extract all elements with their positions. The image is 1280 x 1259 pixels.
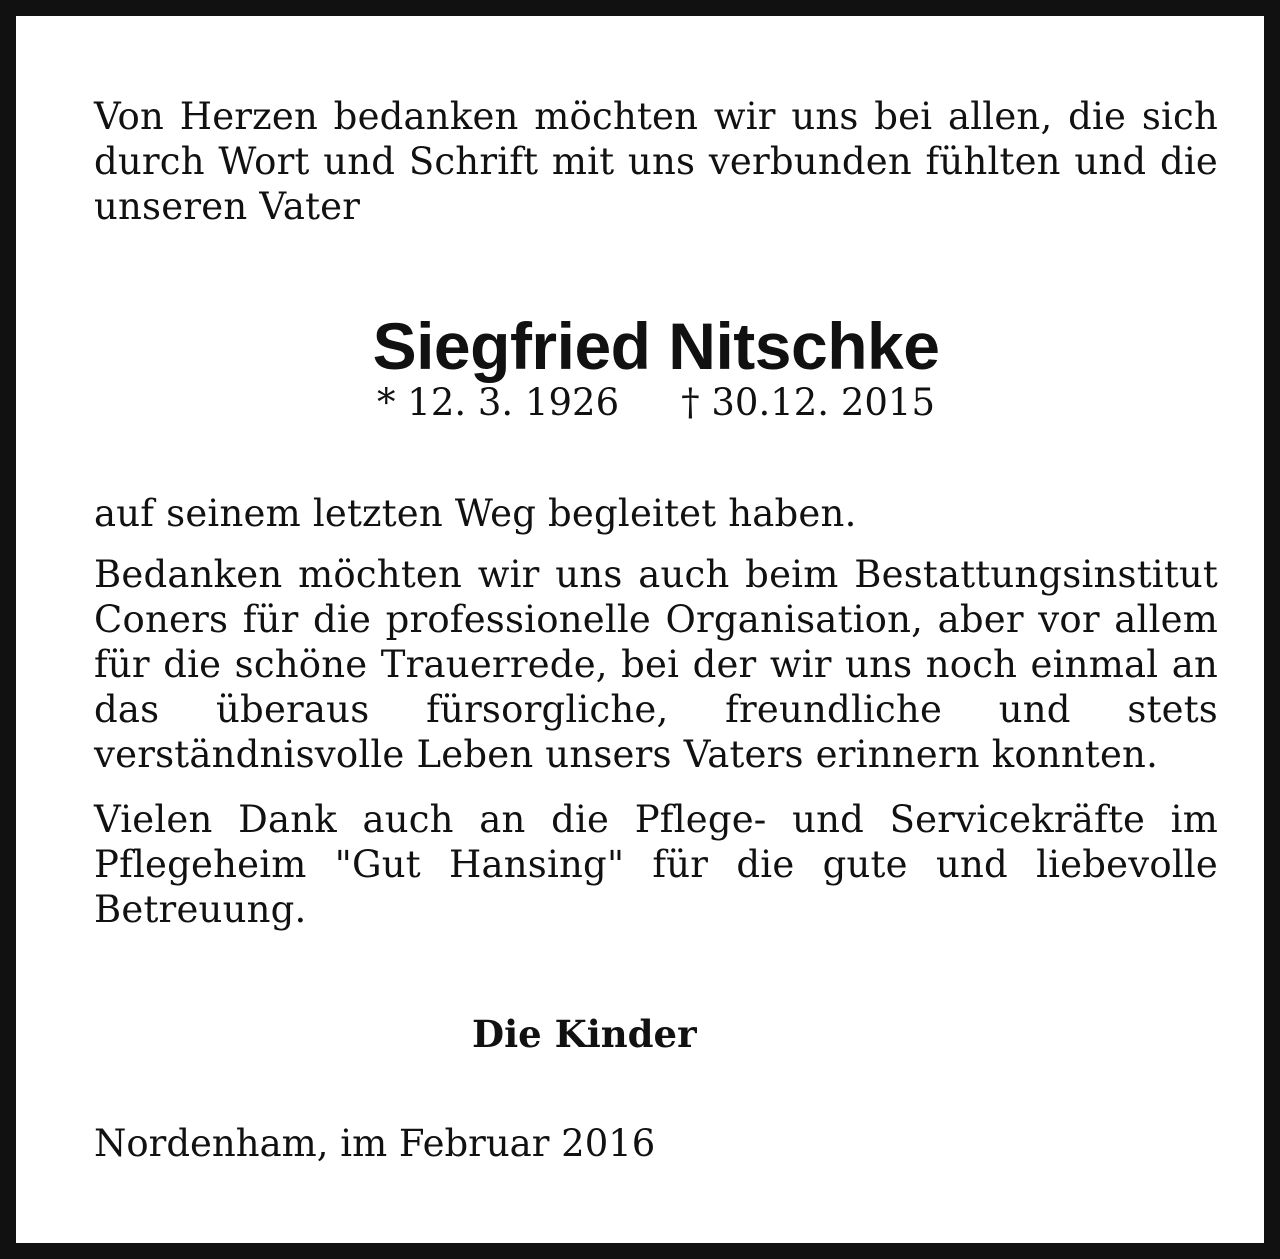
after-name-paragraph: auf seinem letzten Weg begleitet haben. <box>94 492 857 535</box>
deceased-name: Siegfried Nitschke <box>372 309 940 383</box>
notice-content <box>94 86 1218 1166</box>
signature: Die Kinder <box>472 1012 697 1056</box>
place-date: Nordenham, im Februar 2016 <box>94 1122 656 1165</box>
care-thanks-paragraph: Vielen Dank auch an die Pflege- und Servicekräfte im Pflegeheim "Gut Hansing" für die gute und liebevolle Betreuung. <box>94 798 1218 931</box>
birth-date: * 12. 3. 1926 <box>377 381 620 424</box>
death-date: † 30.12. 2015 <box>681 381 935 424</box>
life-dates <box>94 381 1218 425</box>
intro-paragraph: Von Herzen bedanken möchten wir uns bei allen, die sich durch Wort und Schrift mit uns verbunden fühlten und die unseren Vater <box>94 95 1218 228</box>
funeral-thanks-paragraph: Bedanken möchten wir uns auch beim Bestattungsinstitut Coners für die professionelle Organisation, aber vor allem für die schöne Trauerrede, bei der wir uns noch einmal an das überaus fürsorgliche, freundliche und stets verständnisvolle Leben unsers Vaters erinnern konnten. <box>94 553 1218 776</box>
